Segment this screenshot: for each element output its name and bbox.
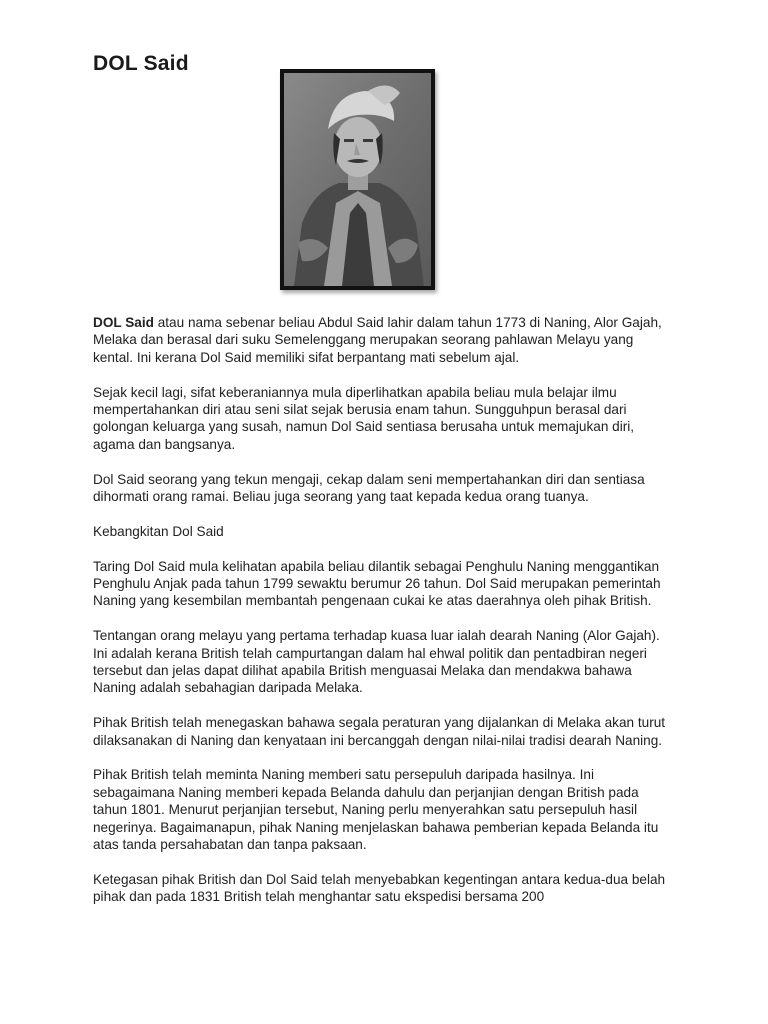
paragraph-lead: DOL Said xyxy=(93,315,154,330)
paragraph: Taring Dol Said mula kelihatan apabila beliau dilantik sebagai Penghulu Naning menggantikan Penghulu Anjak pada tahun 1799 sewaktu berumur 26 tahun. Dol Said merupakan pemerintah Naning yang kesembilan membantah pengenaan cukai ke atas daerahnya oleh pihak British. xyxy=(93,558,661,609)
paragraph: Ketegasan pihak British dan Dol Said telah menyebabkan kegentingan antara kedua-dua belah pihak dan pada 1831 British telah menghantar satu ekspedisi bersama 200 xyxy=(93,871,666,905)
page-title: DOL Said xyxy=(93,52,189,75)
paragraph: Pihak British telah menegaskan bahawa segala peraturan yang dijalankan di Melaka akan turut dilaksanakan di Naning dan kenyataan ini bercanggah dengan nilai-nilai tradisi dearah Naning. xyxy=(93,715,666,748)
article-body xyxy=(93,314,673,923)
portrait-photo-image xyxy=(284,73,431,286)
paragraph: Tentangan orang melayu yang pertama terhadap kuasa luar ialah dearah Naning (Alor Gajah). Ini adalah kerana British telah campurtangan dalam hal ehwal politik dan pentadbiran negeri tersebut dan jelas dapat dilihat apabila British menguasai Melaka dan mendakwa bahawa Naning adalah sebahagian daripada Melaka. xyxy=(93,628,660,696)
section-heading: Kebangkitan Dol Said xyxy=(93,523,224,539)
paragraph: Sejak kecil lagi, sifat keberaniannya mula diperlihatkan apabila beliau mula belajar ilmu mempertahankan diri atau seni silat sejak berusia enam tahun. Sungguhpun berasal dari golongan keluarga yang susah, namun Dol Said sentiasa berusaha untuk memajukan diri, agama dan bangsanya. xyxy=(93,384,635,452)
paragraph: Dol Said seorang yang tekun mengaji, cekap dalam seni mempertahankan diri dan sentiasa dihormati orang ramai. Beliau juga seorang yang taat kepada kedua orang tuanya. xyxy=(93,471,645,505)
portrait-photo xyxy=(280,69,435,290)
paragraph: Pihak British telah meminta Naning memberi satu persepuluh daripada hasilnya. Ini sebagaimana Naning memberi kepada Belanda dahulu dan perjanjian dengan British pada tahun 1801. Menurut perjanjian tersebut, Naning perlu menyerahkan satu persepuluh hasil negerinya. Bagaimanapun, pihak Naning menjelaskan bahawa pemberian kepada Belanda itu atas tanda persahabatan dan tanpa paksaan. xyxy=(93,767,659,853)
paragraph-intro: DOL Said atau nama sebenar beliau Abdul Said lahir dalam tahun 1773 di Naning, Alor Gajah, Melaka dan berasal dari suku Semelenggang merupakan seorang pahlawan Melayu yang kental. Ini kerana Dol Said memiliki sifat berpantang mati sebelum ajal. xyxy=(93,315,662,365)
